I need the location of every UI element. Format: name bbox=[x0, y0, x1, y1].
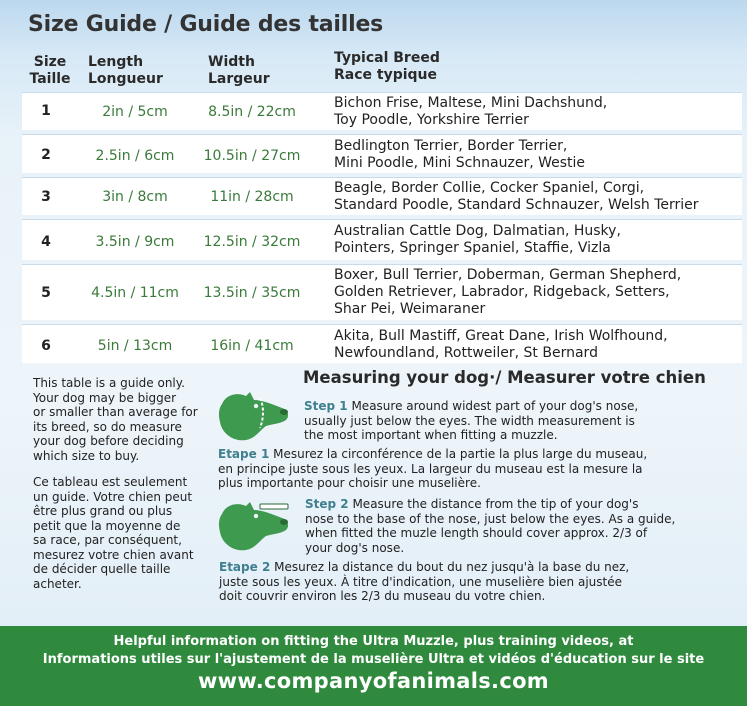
website-link[interactable]: www.companyofanimals.com bbox=[197, 669, 549, 693]
dog-head-icon bbox=[216, 500, 294, 552]
footer-line-fr: Informations utiles sur l'ajustement de la muselière Ultra et vidéos d'éducation sur le site bbox=[42, 652, 705, 667]
header-length: Length Longueur bbox=[88, 54, 163, 87]
width-cell: 8.5in / 22cm bbox=[208, 104, 296, 120]
step-2: Step 2 Measure the distance from the tip of your dog's nose to the base of the nose, just below the eyes. As a guide, when fitted the muzle length should cover approx. 2/3 of your dog's nose. bbox=[305, 497, 676, 555]
table-row bbox=[22, 177, 742, 215]
breed-cell: Boxer, Bull Terrier, Doberman, German Shepherd, Golden Retriever, Labrador, Ridgeback, Setters, Shar Pei, Weimaraner bbox=[334, 267, 682, 317]
etape-2: Etape 2 Mesurez la distance du bout du nez jusqu'à la base du nez, juste sous les yeux. À titre d'indication, une muselière bien ajustée doit couvrir environ les 2/3 du museau du votre chien. bbox=[219, 560, 630, 603]
etape-1: Etape 1 Mesurez la circonférence de la partie la plus large du museau, en principe juste sous les yeux. La largeur du museau est la mesure la plus importante pour choisir une muselière. bbox=[218, 447, 648, 490]
header-breed: Typical Breed Race typique bbox=[334, 50, 440, 83]
table-header bbox=[22, 50, 742, 92]
header-width: Width Largeur bbox=[208, 54, 270, 87]
guide-note-en: This table is a guide only. Your dog may be bigger or smaller than average for its breed, so do measure your dog before deciding which size to buy. bbox=[33, 376, 198, 463]
breed-cell: Bedlington Terrier, Border Terrier, Mini Poodle, Mini Schnauzer, Westie bbox=[334, 138, 586, 171]
table-row bbox=[22, 324, 742, 363]
length-cell: 3.5in / 9cm bbox=[95, 234, 175, 250]
table-row bbox=[22, 219, 742, 260]
size-cell: 4 bbox=[41, 234, 51, 250]
guide-note bbox=[33, 376, 203, 603]
length-cell: 2in / 5cm bbox=[102, 104, 168, 120]
breed-cell: Akita, Bull Mastiff, Great Dane, Irish Wolfhound, Newfoundland, Rottweiler, St Bernard bbox=[334, 328, 668, 361]
table-row bbox=[22, 264, 742, 320]
width-cell: 12.5in / 32cm bbox=[203, 234, 301, 250]
breed-cell: Beagle, Border Collie, Cocker Spaniel, Corgi, Standard Poodle, Standard Schnauzer, Welsh Terrier bbox=[334, 180, 699, 213]
size-cell: 2 bbox=[41, 147, 51, 163]
length-cell: 3in / 8cm bbox=[102, 189, 168, 205]
size-cell: 1 bbox=[41, 103, 51, 119]
breed-cell: Australian Cattle Dog, Dalmatian, Husky, Pointers, Springer Spaniel, Staffie, Vizla bbox=[334, 223, 621, 256]
guide-note-fr: Ce tableau est seulement un guide. Votre chien peut être plus grand ou plus petit que la moyenne de sa race, par conséquent, mesurez votre chien avant de décider quelle taille acheter. bbox=[33, 475, 194, 591]
tape-measure-icon bbox=[260, 504, 288, 509]
width-cell: 16in / 41cm bbox=[210, 338, 294, 354]
page-title: Size Guide / Guide des tailles bbox=[28, 12, 384, 37]
footer-banner bbox=[0, 626, 747, 706]
length-cell: 2.5in / 6cm bbox=[95, 148, 175, 164]
table-row bbox=[22, 134, 742, 173]
size-table bbox=[22, 92, 742, 367]
size-cell: 3 bbox=[41, 189, 51, 205]
table-row bbox=[22, 92, 742, 130]
step-1: Step 1 Measure around widest part of your dog's nose, usually just below the eyes. The width measurement is the most important when fitting a muzzle. bbox=[304, 399, 639, 442]
length-cell: 5in / 13cm bbox=[97, 338, 173, 354]
breed-cell: Bichon Frise, Maltese, Mini Dachshund, Toy Poodle, Yorkshire Terrier bbox=[334, 95, 608, 128]
size-cell: 5 bbox=[41, 285, 51, 301]
dog-head-icon bbox=[216, 390, 294, 442]
header-size: Size Taille bbox=[29, 54, 71, 87]
size-cell: 6 bbox=[41, 338, 51, 354]
length-cell: 4.5in / 11cm bbox=[91, 285, 179, 301]
footer-line-en: Helpful information on fitting the Ultra Muzzle, plus training videos, at bbox=[113, 634, 634, 649]
width-cell: 10.5in / 27cm bbox=[203, 148, 301, 164]
measuring-title: Measuring your dog·/ Measurer votre chien bbox=[303, 368, 706, 387]
width-cell: 13.5in / 35cm bbox=[203, 285, 301, 301]
width-cell: 11in / 28cm bbox=[210, 189, 294, 205]
